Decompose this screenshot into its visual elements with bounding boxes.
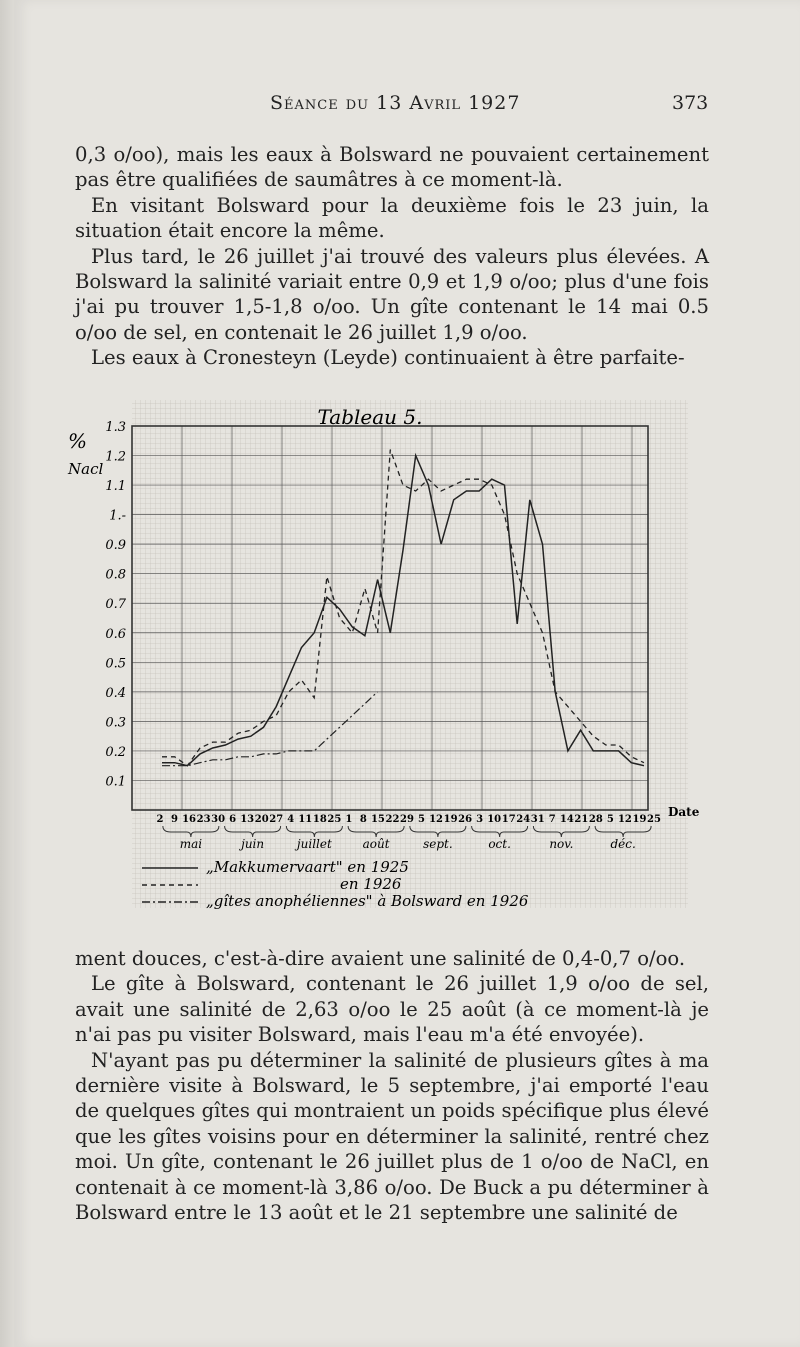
- month-label: oct.: [488, 837, 511, 851]
- x-tick-label: 6: [229, 814, 237, 825]
- x-tick-label: 19: [443, 814, 458, 825]
- y-tick-label: 0.2: [105, 744, 126, 760]
- x-tick-label: 2: [156, 814, 164, 825]
- x-tick-label: 20: [254, 814, 269, 825]
- y-tick-labels: [105, 420, 126, 789]
- x-tick-label: 30: [211, 814, 226, 825]
- x-tick-label: 5: [606, 814, 614, 825]
- month-label: mai: [179, 837, 203, 851]
- y-tick-label: 0.9: [105, 538, 126, 554]
- x-tick-labels: [157, 814, 661, 825]
- text-block-top: [75, 142, 709, 371]
- x-tick-label: 25: [327, 814, 342, 825]
- x-tick-label: 15: [370, 814, 385, 825]
- legend-label: „gîtes anophéliennes" à Bolsward en 1926: [206, 892, 529, 910]
- x-tick-label: 8: [359, 814, 367, 825]
- x-tick-label: 21: [574, 814, 589, 825]
- month-label: juin: [241, 837, 265, 851]
- y-tick-label: 0.6: [105, 626, 126, 642]
- x-tick-label: 16: [182, 814, 197, 825]
- x-tick-label: 28: [588, 814, 603, 825]
- month-label: août: [362, 837, 390, 851]
- x-tick-label: 29: [400, 814, 414, 825]
- paragraph: Le gîte à Bolsward, contenant le 26 juillet 1,9 o/oo de sel, avait une salinité de 2,63 o/oo le 25 août (à ce moment-là je n'ai pas pu visiter Bolsward, mais l'eau m'a été envoyée).: [75, 972, 709, 1047]
- x-tick-label: 10: [487, 814, 502, 825]
- y-tick-label: 0.1: [105, 774, 126, 790]
- x-tick-label: 25: [647, 814, 661, 825]
- chart-title: Tableau 5.: [317, 405, 423, 429]
- y-axis-label: Nacl: [68, 460, 104, 478]
- paragraph: Plus tard, le 26 juillet j'ai trouvé des valeurs plus élevées. A Bolsward la salinité variait entre 0,9 et 1,9 o/oo; plus d'une fois j'ai pu trouver 1,5-1,8 o/oo. Un gîte contenant le 14 mai 0.5 o/oo de sel, en contenait le 26 juillet 1,9 o/oo.: [75, 244, 709, 344]
- paragraph: N'ayant pas pu déterminer la salinité de plusieurs gîtes à ma dernière visite à Bolsward, le 5 septembre, j'ai emporté l'eau de quelques gîtes qui montraient un poids spécifique plus élevé que les gîtes voisins pour en déterminer la salinité, rentré chez moi. Un gîte, contenant le 26 juillet plus de 1 o/oo de NaCl, en contenait à ce moment-là 3,86 o/oo. De Buck a pu déterminer à Bolsward entre le 13 août et le 21 septembre une salinité de: [75, 1048, 709, 1225]
- y-tick-label: 0.7: [105, 597, 126, 613]
- month-label: sept.: [423, 837, 453, 851]
- x-tick-label: 9: [171, 814, 179, 825]
- y-tick-label: 0.3: [105, 715, 126, 731]
- salinity-chart: [60, 398, 700, 916]
- x-tick-label: 17: [501, 814, 516, 825]
- y-tick-label: 1.1: [105, 479, 126, 495]
- salinity-chart-figure: [60, 398, 700, 916]
- paragraph: En visitant Bolsward pour la deuxième fois le 23 juin, la situation était encore la même.: [75, 193, 709, 243]
- running-title: Séance du 13 Avril 1927: [270, 92, 521, 114]
- y-tick-label: 0.8: [105, 567, 126, 583]
- legend-label: „Makkumervaart" en 1925: [206, 858, 409, 876]
- y-tick-label: 0.5: [105, 656, 126, 672]
- x-tick-label: 22: [385, 814, 400, 825]
- month-label: déc.: [610, 837, 636, 851]
- x-tick-label: 26: [458, 814, 473, 825]
- page-header: [0, 88, 800, 118]
- x-tick-label: 5: [418, 814, 426, 825]
- x-tick-label: 13: [240, 814, 255, 825]
- x-tick-label: 3: [476, 814, 484, 825]
- x-tick-label: 27: [269, 814, 284, 825]
- paragraph: Les eaux à Cronesteyn (Leyde) continuaient à être parfaite-: [91, 346, 685, 370]
- x-tick-label: 24: [516, 814, 531, 825]
- x-tick-label: 31: [530, 814, 545, 825]
- text-block-bottom: [75, 946, 709, 1225]
- paragraph: 0,3 o/oo), mais les eaux à Bolsward ne pouvaient certainement pas être qualifiées de saumâtres à ce moment-là.: [75, 143, 709, 192]
- x-tick-label: 23: [196, 814, 211, 825]
- x-tick-label: 12: [429, 814, 444, 825]
- x-tick-label: 12: [617, 814, 632, 825]
- month-label: nov.: [549, 837, 574, 851]
- x-tick-label: 1: [345, 814, 353, 825]
- x-tick-label: 19: [632, 814, 647, 825]
- paragraph: ment douces, c'est-à-dire avaient une salinité de 0,4-0,7 o/oo.: [75, 947, 686, 970]
- y-tick-label: 0.4: [105, 685, 126, 701]
- x-tick-label: 18: [312, 814, 327, 825]
- x-tick-label: 14: [559, 814, 574, 825]
- x-tick-label: 11: [298, 814, 313, 825]
- month-label: juillet: [296, 837, 332, 851]
- y-axis-unit: %: [68, 429, 88, 453]
- x-tick-label: 4: [287, 814, 295, 825]
- x-axis-label: Date: [668, 805, 700, 819]
- page-number: 373: [672, 92, 709, 114]
- x-tick-label: 7: [548, 814, 556, 825]
- y-tick-label: 1.2: [105, 449, 126, 465]
- legend-label: en 1926: [340, 875, 402, 893]
- y-tick-label: 1.-: [109, 508, 126, 524]
- y-tick-label: 1.3: [105, 420, 126, 435]
